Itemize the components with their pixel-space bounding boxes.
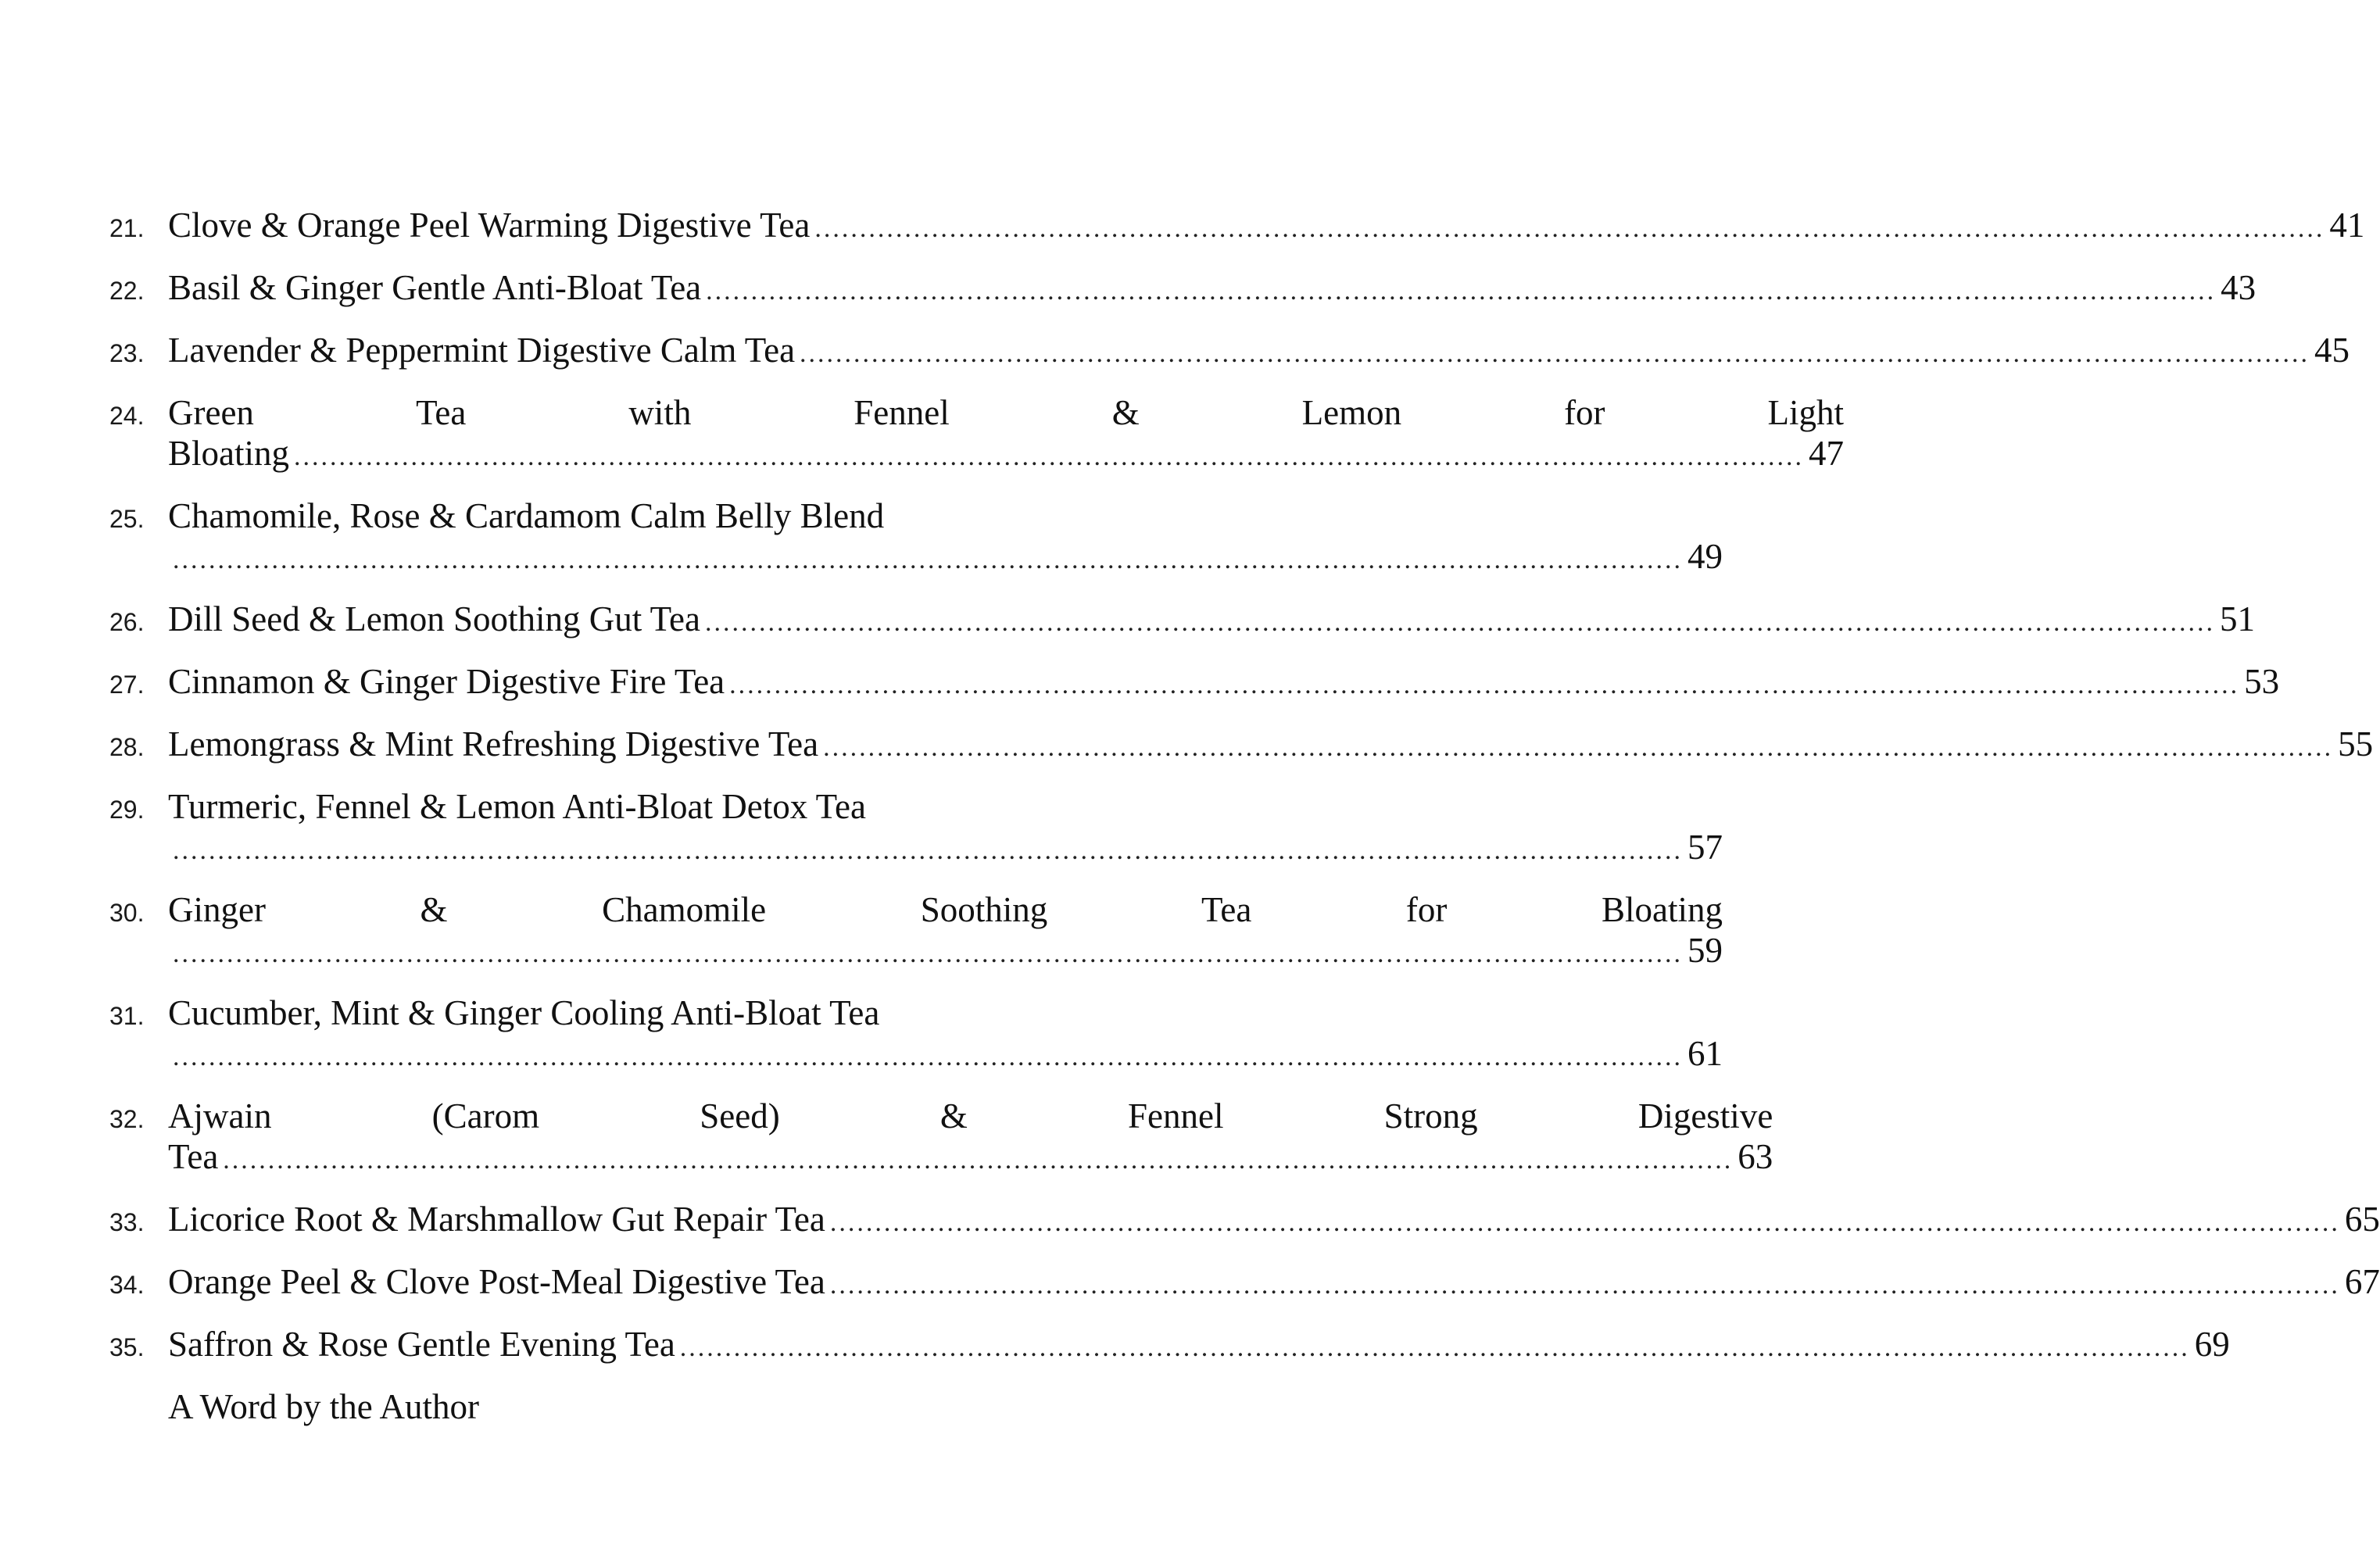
toc-entry-number: 25. <box>109 505 145 533</box>
toc-entry-32[interactable] <box>109 1096 1773 1181</box>
toc-entry-number: 21. <box>109 214 145 242</box>
toc-entry-title: Lemongrass & Mint Refreshing Digestive Tea <box>168 724 819 764</box>
toc-entry-number: 28. <box>109 733 145 761</box>
toc-entry-page: 45 <box>2314 331 2350 370</box>
toc-entry-page: 49 <box>1687 537 1723 576</box>
toc-entry-number: 34. <box>109 1271 145 1299</box>
toc-entry-title-line1: Ginger & Chamomile Soothing Tea for Bloating <box>168 890 1723 929</box>
toc-entry-31[interactable] <box>109 993 1723 1078</box>
toc-entry-34[interactable] <box>109 1261 2380 1306</box>
toc-entry-number: 35. <box>109 1333 145 1361</box>
toc-entry-title: Orange Peel & Clove Post-Meal Digestive Tea <box>168 1262 825 1301</box>
toc-entry-page: 57 <box>1687 828 1723 867</box>
toc-entry-number: 23. <box>109 339 145 367</box>
dot-leader <box>173 831 1683 871</box>
dot-leader <box>814 209 2325 249</box>
toc-entry-number: 32. <box>109 1105 145 1133</box>
toc-entry-number: 29. <box>109 796 145 824</box>
toc-entry-title: Lavender & Peppermint Digestive Calm Tea <box>168 331 796 370</box>
toc-entry-33[interactable] <box>109 1199 2380 1243</box>
toc-entry-title-line1: Cucumber, Mint & Ginger Cooling Anti-Bloat Tea <box>168 993 880 1032</box>
toc-entry-number: 24. <box>109 402 145 430</box>
toc-entry-page: 63 <box>1738 1137 1773 1176</box>
toc-entry-page: 41 <box>2329 206 2365 245</box>
toc-entry-title-line1: Turmeric, Fennel & Lemon Anti-Bloat Detox Tea <box>168 787 866 826</box>
toc-entry-page: 59 <box>1687 931 1723 970</box>
toc-entry-25[interactable] <box>109 495 1723 581</box>
dot-leader <box>173 540 1683 581</box>
toc-entry-number: 31. <box>109 1002 145 1030</box>
dot-leader <box>294 437 1804 477</box>
dot-leader <box>729 665 2239 706</box>
toc-entry-title: Licorice Root & Marshmallow Gut Repair Tea <box>168 1200 825 1239</box>
toc-entry-page: 43 <box>2221 268 2257 307</box>
toc-entry-title: A Word by the Author <box>168 1387 480 1426</box>
toc-entry-23[interactable] <box>109 330 2350 374</box>
dot-leader <box>173 1037 1683 1078</box>
toc-entry-number: 22. <box>109 277 145 305</box>
toc-entry-title-line1: Ajwain (Carom Seed) & Fennel Strong Digestive <box>168 1096 1773 1136</box>
toc-entry-page: 55 <box>2338 724 2374 764</box>
toc-entry-number: 33. <box>109 1208 145 1236</box>
toc-entry-30[interactable] <box>109 889 1723 975</box>
toc-entry-26[interactable] <box>109 599 2255 643</box>
toc-entry-title-line2: Tea <box>168 1137 219 1176</box>
toc-entry-title: Basil & Ginger Gentle Anti-Bloat Tea <box>168 268 702 307</box>
toc-entry-number: 26. <box>109 608 145 636</box>
toc-entry-number: 30. <box>109 899 145 927</box>
toc-entry-page: 47 <box>1809 434 1844 473</box>
toc-entry-title: Cinnamon & Ginger Digestive Fire Tea <box>168 662 725 701</box>
toc-entry-number: 27. <box>109 671 145 699</box>
dot-leader <box>173 934 1683 975</box>
toc-entry-page: 53 <box>2244 662 2280 701</box>
dot-leader <box>823 728 2333 768</box>
toc-entry-title: Clove & Orange Peel Warming Digestive Tea <box>168 206 811 245</box>
toc-entry-21[interactable] <box>109 205 2365 249</box>
toc-entry-page: 69 <box>2194 1325 2230 1364</box>
toc-entry-29[interactable] <box>109 786 1723 871</box>
toc-entry-title: Dill Seed & Lemon Soothing Gut Tea <box>168 599 700 638</box>
toc-entry-page: 51 <box>2219 599 2255 638</box>
toc-entry-35[interactable] <box>109 1324 2230 1368</box>
toc-entry-title-line2: Bloating <box>168 434 289 473</box>
toc-entry-page: 61 <box>1687 1034 1723 1073</box>
dot-leader <box>800 334 2310 374</box>
toc-entry-28[interactable] <box>109 724 2374 768</box>
toc-entry-27[interactable] <box>109 661 2280 706</box>
dot-leader <box>680 1328 2190 1368</box>
dot-leader <box>830 1203 2340 1243</box>
toc-entry-title-line1: Green Tea with Fennel & Lemon for Light <box>168 393 1844 432</box>
dot-leader <box>705 603 2215 643</box>
dot-leader <box>706 271 2216 312</box>
toc-entry-22[interactable] <box>109 267 2257 312</box>
dot-leader <box>223 1140 1733 1181</box>
dot-leader <box>830 1265 2340 1306</box>
toc-entry-page: 67 <box>2344 1262 2380 1301</box>
toc-entry-24[interactable] <box>109 392 1844 477</box>
table-of-contents <box>109 205 2380 1445</box>
toc-entry-title-line1: Chamomile, Rose & Cardamom Calm Belly Blend <box>168 496 885 535</box>
toc-entry-title: Saffron & Rose Gentle Evening Tea <box>168 1325 675 1364</box>
toc-entry-author-word[interactable] <box>109 1386 889 1427</box>
toc-entry-page: 65 <box>2344 1200 2380 1239</box>
